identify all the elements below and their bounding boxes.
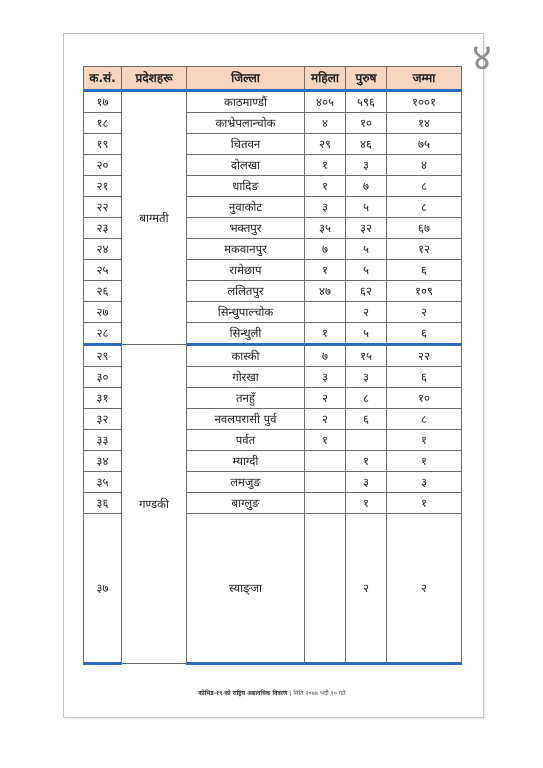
- serial-no-cell: २७: [84, 302, 122, 323]
- header-district: जिल्ला: [187, 67, 305, 91]
- male-cell: १: [346, 451, 387, 472]
- total-cell: ७५: [387, 134, 462, 155]
- table-row: [84, 91, 462, 113]
- female-cell: २: [305, 409, 346, 430]
- total-cell: ६: [387, 260, 462, 281]
- serial-no-cell: १७: [84, 91, 122, 113]
- female-cell: [305, 472, 346, 493]
- serial-no-cell: ३६: [84, 493, 122, 514]
- serial-no-cell: २४: [84, 239, 122, 260]
- female-cell: १: [305, 260, 346, 281]
- female-cell: [305, 451, 346, 472]
- serial-no-cell: ३३: [84, 430, 122, 451]
- male-cell: ८: [346, 388, 387, 409]
- covid-district-table: [83, 66, 462, 665]
- male-cell: ३: [346, 472, 387, 493]
- male-cell: ३: [346, 367, 387, 388]
- male-cell: २: [346, 302, 387, 323]
- district-cell: पर्वत: [187, 430, 305, 451]
- serial-no-cell: २८: [84, 323, 122, 345]
- total-cell: ४: [387, 155, 462, 176]
- district-cell: काठमाण्डौं: [187, 91, 305, 113]
- serial-no-cell: ३०: [84, 367, 122, 388]
- total-cell: १००१: [387, 91, 462, 113]
- header-total: जम्मा: [387, 67, 462, 91]
- total-cell: १: [387, 430, 462, 451]
- district-cell: नवलपरासी पुर्व: [187, 409, 305, 430]
- serial-no-cell: २३: [84, 218, 122, 239]
- female-cell: १: [305, 176, 346, 197]
- male-cell: ५: [346, 323, 387, 345]
- district-cell: मकवानपुर: [187, 239, 305, 260]
- female-cell: ४७: [305, 281, 346, 302]
- female-cell: १: [305, 430, 346, 451]
- female-cell: ७: [305, 239, 346, 260]
- district-cell: सिन्धुली: [187, 323, 305, 345]
- district-cell: चितवन: [187, 134, 305, 155]
- female-cell: १: [305, 323, 346, 345]
- female-cell: २: [305, 388, 346, 409]
- district-cell: काभ्रेपलान्चोक: [187, 113, 305, 134]
- serial-no-cell: २२: [84, 197, 122, 218]
- female-cell: २९: [305, 134, 346, 155]
- serial-no-cell: ३५: [84, 472, 122, 493]
- male-cell: ३: [346, 155, 387, 176]
- header-female: महिला: [305, 67, 346, 91]
- male-cell: ४६: [346, 134, 387, 155]
- district-cell: म्याग्दी: [187, 451, 305, 472]
- serial-no-cell: ३७: [84, 514, 122, 664]
- male-cell: ७: [346, 176, 387, 197]
- male-cell: ५: [346, 260, 387, 281]
- female-cell: ३: [305, 367, 346, 388]
- table-header-row: [84, 67, 462, 91]
- total-cell: १०९: [387, 281, 462, 302]
- district-cell: रामेछाप: [187, 260, 305, 281]
- serial-no-cell: ३२: [84, 409, 122, 430]
- serial-no-cell: २०: [84, 155, 122, 176]
- female-cell: [305, 514, 346, 664]
- district-cell: तनहुँ: [187, 388, 305, 409]
- total-cell: २२: [387, 345, 462, 367]
- district-cell: नुवाकोट: [187, 197, 305, 218]
- total-cell: १४: [387, 113, 462, 134]
- district-cell: स्याङ्जा: [187, 514, 305, 664]
- table-row: [84, 345, 462, 367]
- total-cell: १२: [387, 239, 462, 260]
- female-cell: ४०५: [305, 91, 346, 113]
- total-cell: ६: [387, 323, 462, 345]
- female-cell: १: [305, 155, 346, 176]
- serial-no-cell: २९: [84, 345, 122, 367]
- footer-separator: |: [289, 690, 292, 697]
- total-cell: ६: [387, 367, 462, 388]
- district-cell: लमजुङ: [187, 472, 305, 493]
- male-cell: [346, 430, 387, 451]
- male-cell: ६: [346, 409, 387, 430]
- header-provinces: प्रदेशहरू: [122, 67, 187, 91]
- footer-date: मिति २०७७ भदौ १० गते: [293, 690, 346, 697]
- male-cell: ५९६: [346, 91, 387, 113]
- male-cell: ५: [346, 197, 387, 218]
- male-cell: ५: [346, 239, 387, 260]
- total-cell: ६७: [387, 218, 462, 239]
- district-cell: ललितपुर: [187, 281, 305, 302]
- female-cell: ४: [305, 113, 346, 134]
- district-cell: भक्तपुर: [187, 218, 305, 239]
- province-cell: गण्डकी: [122, 345, 187, 664]
- page-footer: [83, 689, 461, 697]
- total-cell: २: [387, 302, 462, 323]
- male-cell: २: [346, 514, 387, 664]
- total-cell: ८: [387, 176, 462, 197]
- serial-no-cell: २१: [84, 176, 122, 197]
- male-cell: ६२: [346, 281, 387, 302]
- male-cell: १०: [346, 113, 387, 134]
- district-cell: धादिङ: [187, 176, 305, 197]
- serial-no-cell: ३१: [84, 388, 122, 409]
- total-cell: १०: [387, 388, 462, 409]
- serial-no-cell: २६: [84, 281, 122, 302]
- serial-no-cell: १९: [84, 134, 122, 155]
- total-cell: १: [387, 451, 462, 472]
- district-cell: गोरखा: [187, 367, 305, 388]
- male-cell: १५: [346, 345, 387, 367]
- header-male: पुरुष: [346, 67, 387, 91]
- female-cell: [305, 493, 346, 514]
- female-cell: ३: [305, 197, 346, 218]
- total-cell: ८: [387, 197, 462, 218]
- footer-title: कोभिड-१९ को राष्ट्रिय अद्यावधिक विवरण: [198, 690, 288, 697]
- district-cell: कास्की: [187, 345, 305, 367]
- district-cell: सिन्धुपाल्चोक: [187, 302, 305, 323]
- serial-no-cell: ३४: [84, 451, 122, 472]
- district-cell: दोलखा: [187, 155, 305, 176]
- male-cell: १: [346, 493, 387, 514]
- header-serial-no: क.सं.: [84, 67, 122, 91]
- page-number: ४: [472, 35, 492, 79]
- total-cell: २: [387, 514, 462, 664]
- female-cell: ७: [305, 345, 346, 367]
- female-cell: ३५: [305, 218, 346, 239]
- male-cell: ३२: [346, 218, 387, 239]
- district-cell: बाग्लुङ: [187, 493, 305, 514]
- total-cell: १: [387, 493, 462, 514]
- total-cell: ८: [387, 409, 462, 430]
- female-cell: [305, 302, 346, 323]
- serial-no-cell: १८: [84, 113, 122, 134]
- total-cell: ३: [387, 472, 462, 493]
- serial-no-cell: २५: [84, 260, 122, 281]
- province-cell: बाग्मती: [122, 91, 187, 345]
